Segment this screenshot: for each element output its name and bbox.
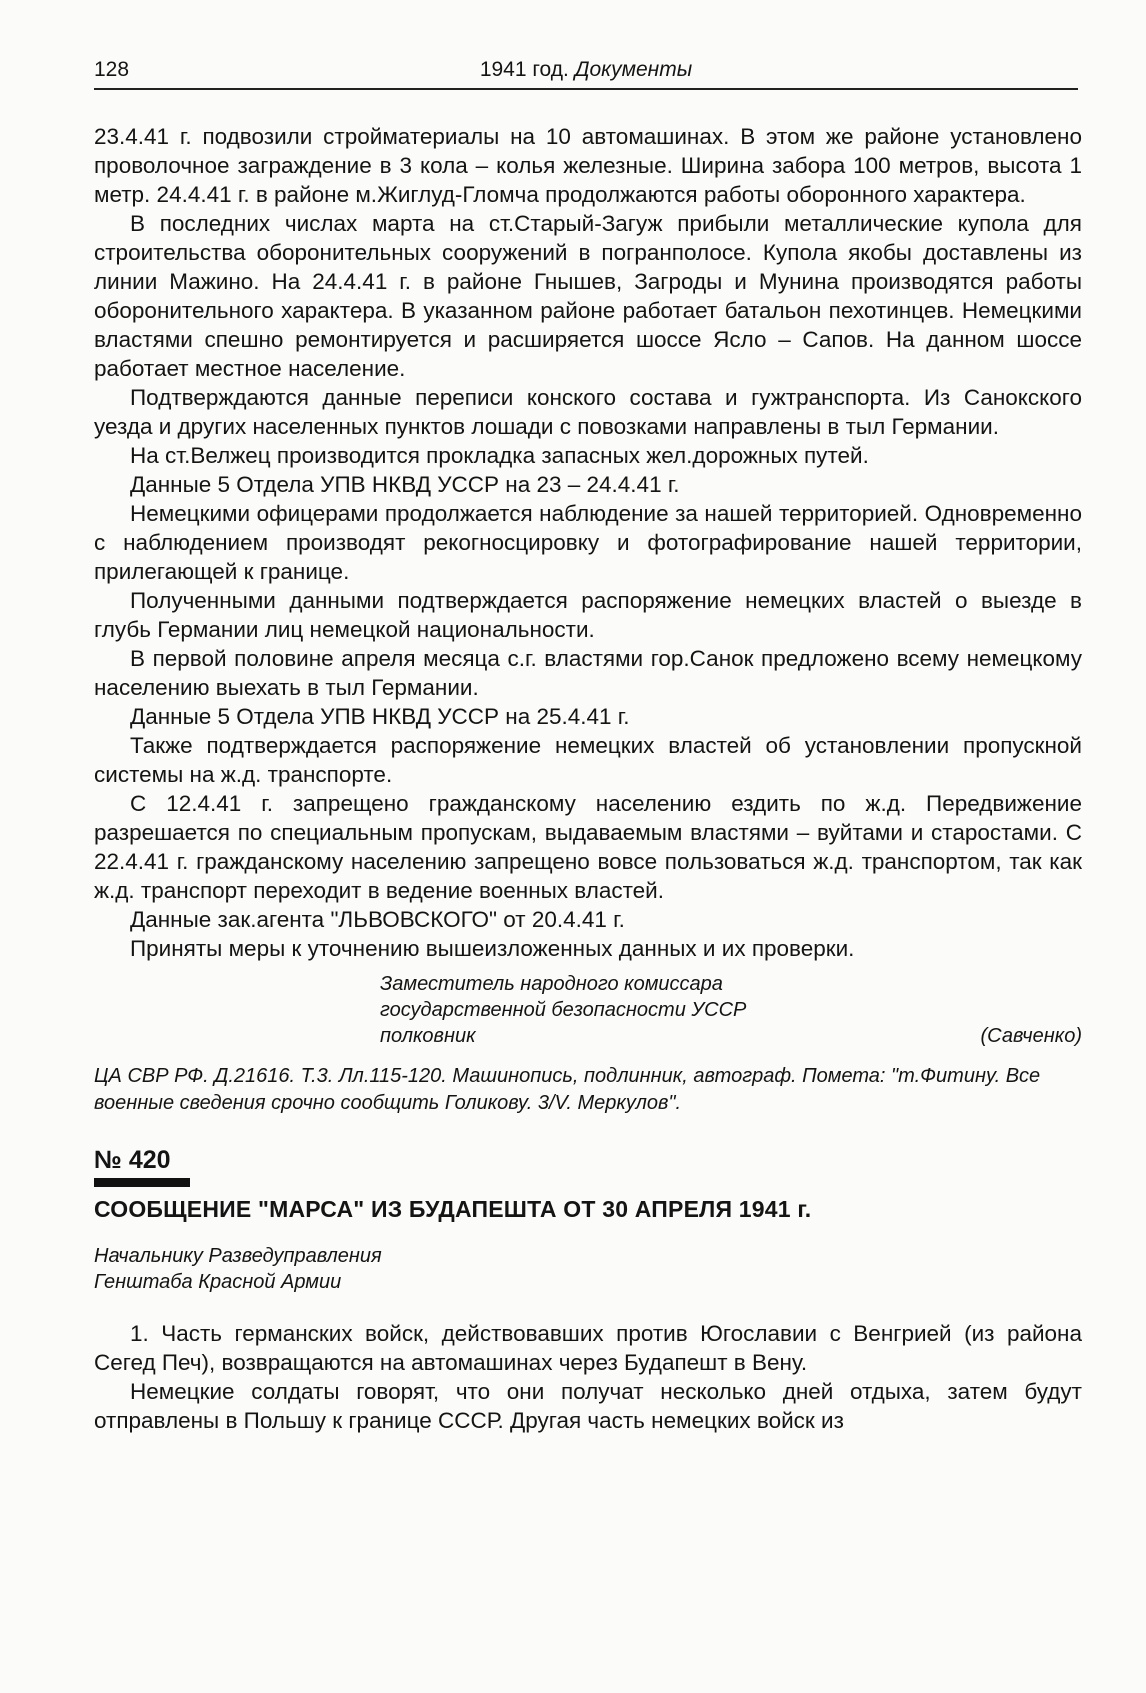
paragraph: Немецкими офицерами продолжается наблюдение за нашей территорией. Одновременно с наблюдением производят рекогносцировку и фотографирование нашей территории, прилегающей к границе.	[94, 501, 1082, 584]
running-title	[94, 58, 1078, 82]
page-number: 128	[94, 58, 130, 81]
signature-rank: полковник	[380, 1025, 476, 1047]
running-header	[94, 54, 1078, 90]
paragraph: В последних числах марта на ст.Старый-Загуж прибыли металлические купола для строительства оборонительных сооружений в погранполосе. Купола якобы доставлены из линии Мажино. На 24.4.41 г. в районе Гнышев, Загроды и Мунина производятся работы оборонительного характера. В указанном районе работает батальон пехотинцев. Немецкими властями спешно ремонтируется и расширяется шоссе Ясло – Сапов. На данном шоссе работает местное население.	[94, 211, 1082, 381]
addressee-line2: Генштаба Красной Армии	[94, 1271, 342, 1293]
addressee-line1: Начальнику Разведуправления	[94, 1245, 382, 1267]
paragraph: 1. Часть германских войск, действовавших против Югославии с Венгрией (из района Сегед Печ), возвращаются на автомашинах через Будапешт в Вену.	[94, 1321, 1082, 1375]
document-rule	[94, 1178, 190, 1187]
archive-note: ЦА СВР РФ. Д.21616. Т.3. Лл.115-120. Машинопись, подлинник, автограф. Помета: "т.Фитину. Все военные сведения срочно сообщить Голикову. 3/V. Меркулов".	[94, 1065, 1041, 1114]
paragraph: Подтверждаются данные переписи конского состава и гужтранспорта. Из Санокского уезда и других населенных пунктов лошади с повозками направлены в тыл Германии.	[94, 385, 1082, 439]
document-number: № 420	[94, 1146, 171, 1174]
main-text	[94, 122, 1082, 1435]
paragraph: С 12.4.41 г. запрещено гражданскому населению ездить по ж.д. Передвижение разрешается по специальным пропускам, выдаваемым властями – вуйтами и старостами. С 22.4.41 г. гражданскому населению запрещено вовсе пользоваться ж.д. транспортом, так как ж.д. транспорт переходит в ведение военных властей.	[94, 791, 1082, 903]
signature-name: (Савченко)	[980, 1025, 1082, 1047]
source-line: Данные 5 Отдела УПВ НКВД УССР на 23 – 24.4.41 г.	[130, 472, 680, 497]
source-line: Данные зак.агента "ЛЬВОВСКОГО" от 20.4.41 г.	[130, 907, 625, 932]
running-title-section: Документы	[574, 58, 693, 81]
paragraph: Приняты меры к уточнению вышеизложенных данных и их проверки.	[130, 936, 855, 961]
signature-block	[94, 971, 1082, 1049]
paragraph: 23.4.41 г. подвозили стройматериалы на 10 автомашинах. В этом же районе установлено проволочное заграждение в 3 кола – колья железные. Ширина забора 100 метров, высота 1 метр. 24.4.41 г. в районе м.Жиглуд-Гломча продолжаются работы оборонного характера.	[94, 124, 1082, 207]
paragraph: В первой половине апреля месяца с.г. властями гор.Санок предложено всему немецкому населению выехать в тыл Германии.	[94, 646, 1082, 700]
paragraph: Немецкие солдаты говорят, что они получат несколько дней отдыха, затем будут отправлены в Польшу к границе СССР. Другая часть немецких войск из	[94, 1379, 1082, 1433]
paragraph: Полученными данными подтверждается распоряжение немецких властей о выезде в глубь Германии лиц немецкой национальности.	[94, 588, 1082, 642]
running-title-year: 1941 год.	[479, 58, 569, 81]
addressee	[94, 1243, 1082, 1295]
signature-title-line2: государственной безопасности УССР	[380, 999, 747, 1021]
paragraph: Также подтверждается распоряжение немецких властей об установлении пропускной системы на ж.д. транспорте.	[94, 733, 1082, 787]
document-title: СООБЩЕНИЕ "МАРСА" ИЗ БУДАПЕШТА ОТ 30 АПРЕЛЯ 1941 г.	[94, 1196, 812, 1222]
signature-title-line1: Заместитель народного комиссара	[380, 973, 723, 995]
source-line: Данные 5 Отдела УПВ НКВД УССР на 25.4.41 г.	[130, 704, 630, 729]
paragraph: На ст.Велжец производится прокладка запасных жел.дорожных путей.	[130, 443, 869, 468]
